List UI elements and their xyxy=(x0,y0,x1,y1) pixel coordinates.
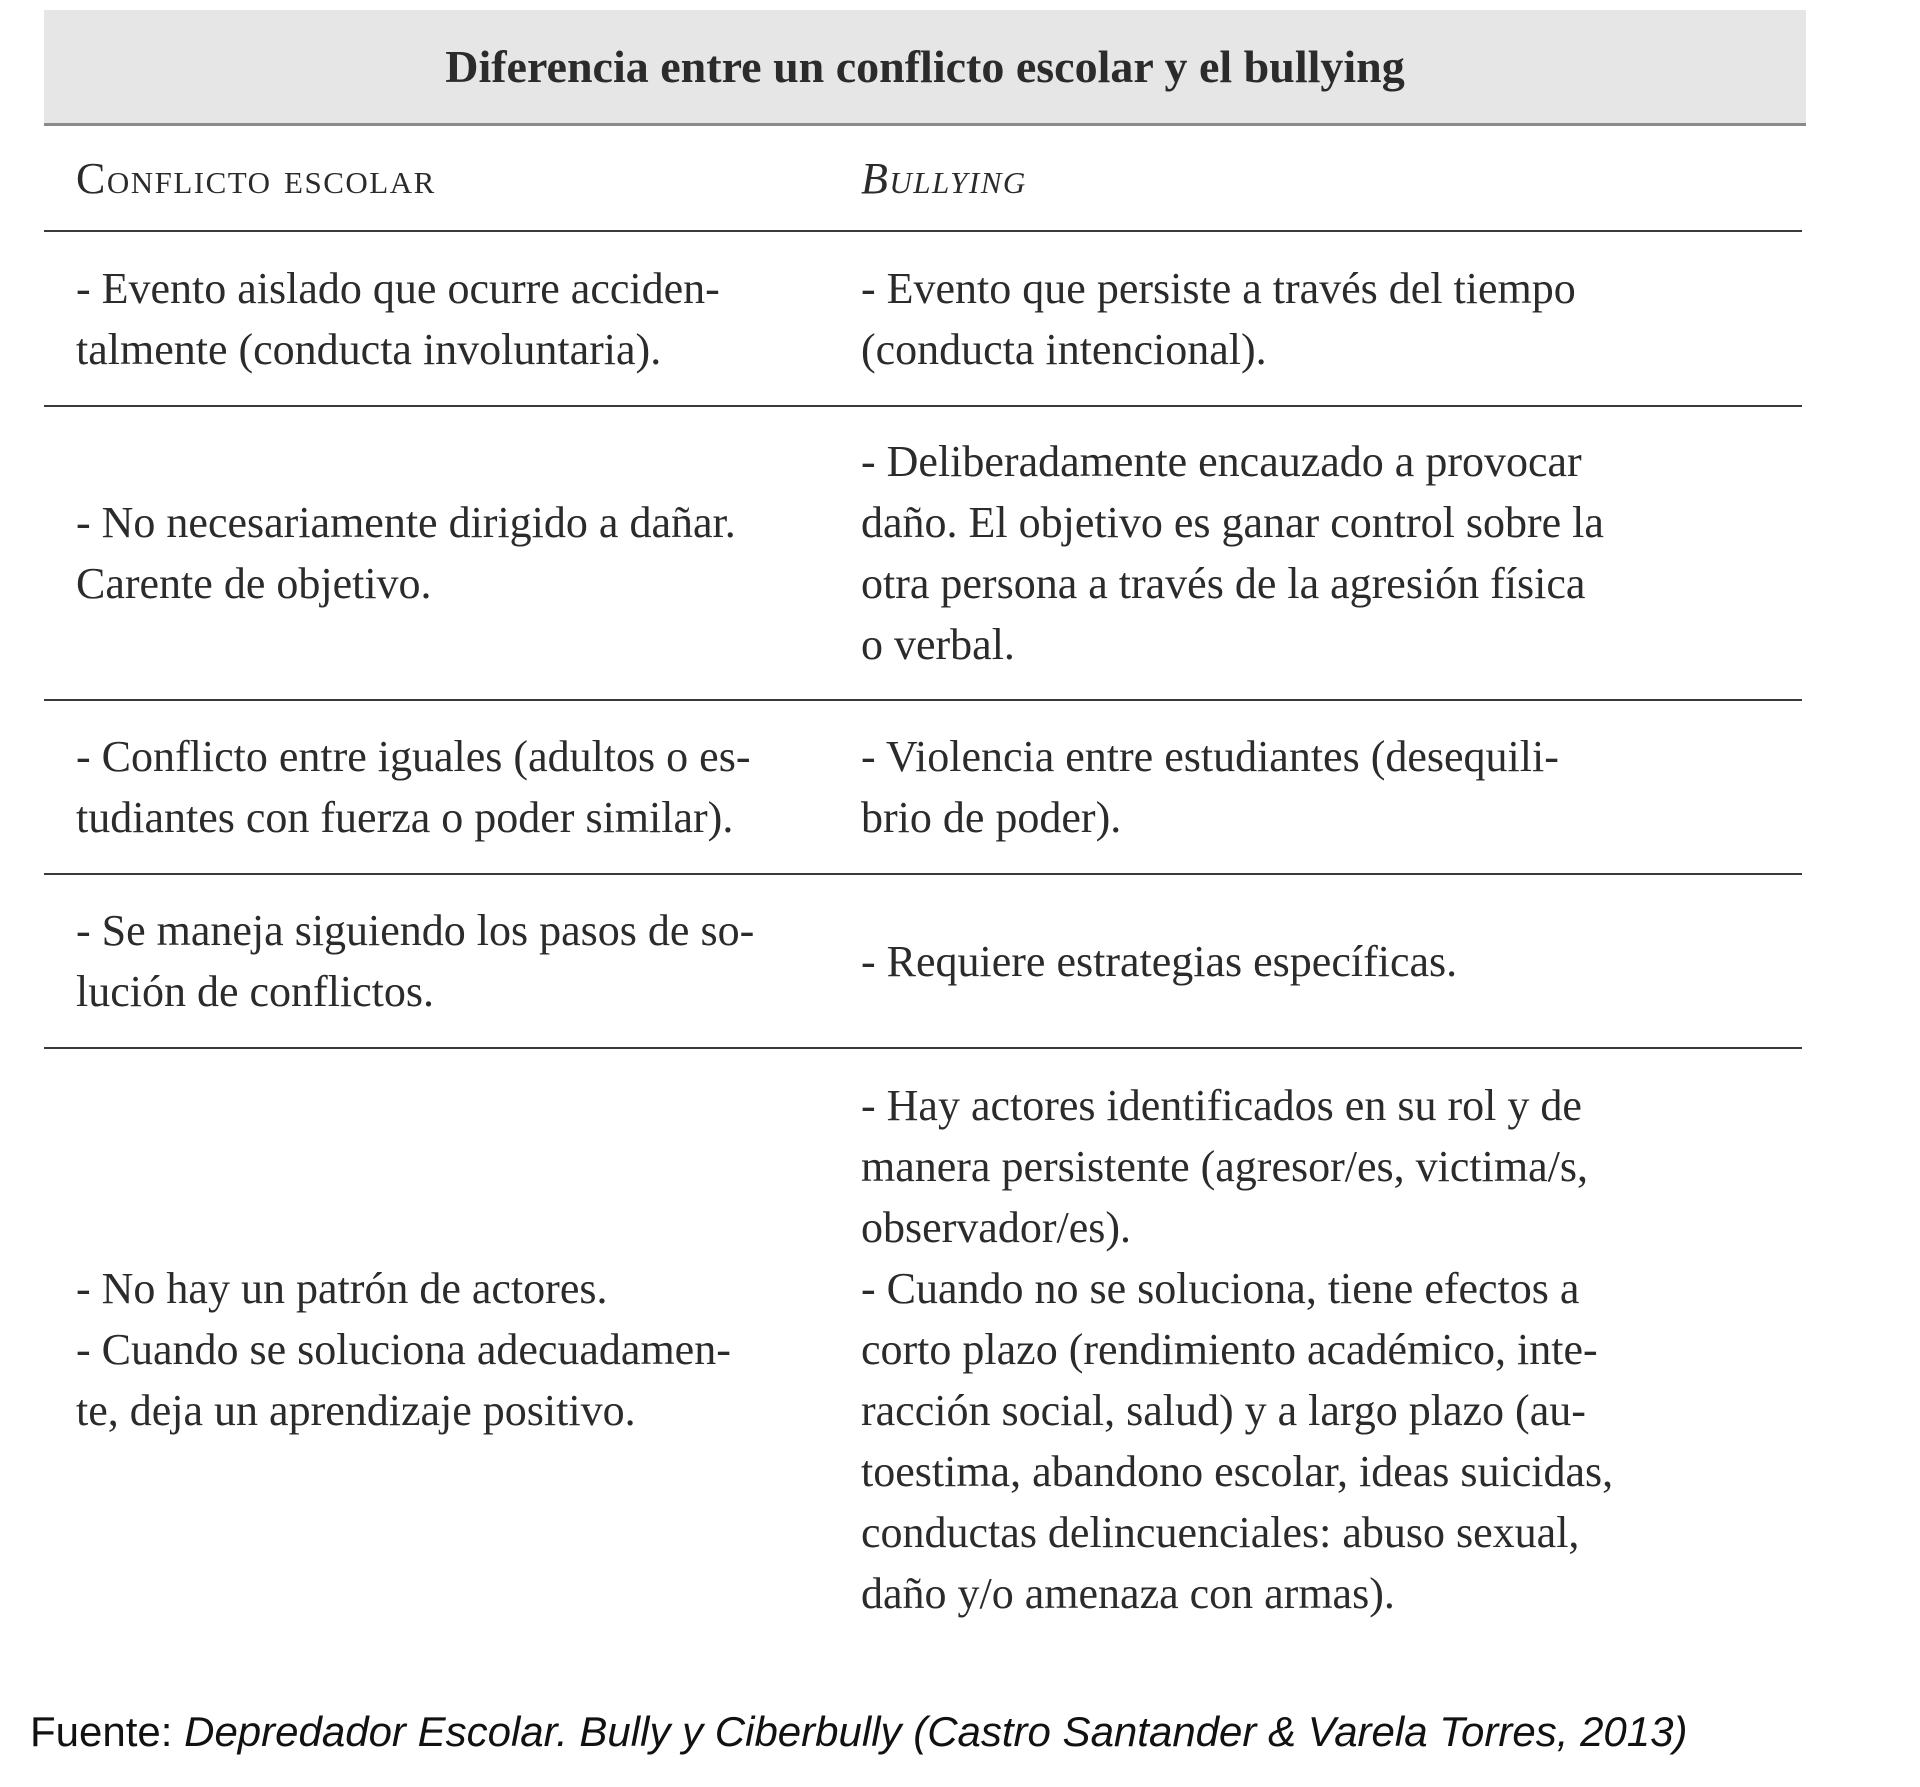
cell-text: - Violencia entre estudiantes (desequili- brio de poder). xyxy=(861,732,1559,842)
source-label: Fuente: xyxy=(30,1708,185,1755)
table-row xyxy=(44,232,1802,407)
table-cell-left xyxy=(44,1049,829,1649)
comparison-table xyxy=(44,126,1802,1649)
header-cell-conflicto xyxy=(44,126,829,230)
table-cell-right xyxy=(829,407,1802,699)
table-cell-right xyxy=(829,1049,1802,1649)
cell-text: - No hay un patrón de actores. - Cuando se soluciona adecuadamen- te, deja un aprendizaje positivo. xyxy=(76,1263,731,1435)
header-cell-bullying xyxy=(829,126,1802,230)
header-bullying: Bullying xyxy=(861,153,1027,203)
table-row xyxy=(44,701,1802,875)
cell-text: - Conflicto entre iguales (adultos o es- tudiantes con fuerza o poder similar). xyxy=(76,732,751,842)
source-caption xyxy=(30,1708,1910,1756)
source-reference: Depredador Escolar. Bully y Ciberbully (Castro Santander & Varela Torres, 2013) xyxy=(184,1708,1688,1755)
header-conflicto-escolar: Conflicto escolar xyxy=(76,153,436,203)
table-row xyxy=(44,875,1802,1049)
table-cell-right xyxy=(829,875,1802,1047)
table-cell-left xyxy=(44,232,829,405)
table-row xyxy=(44,407,1802,701)
table-header-row xyxy=(44,126,1802,232)
table-cell-right xyxy=(829,701,1802,873)
table-row xyxy=(44,1049,1802,1649)
cell-text: - No necesariamente dirigido a dañar. Carente de objetivo. xyxy=(76,498,736,608)
table-title: Diferencia entre un conflicto escolar y el bullying xyxy=(44,10,1806,126)
table-cell-right xyxy=(829,232,1802,405)
cell-text: - Se maneja siguiendo los pasos de so- lución de conflictos. xyxy=(76,906,755,1016)
cell-text: - Deliberadamente encauzado a provocar daño. El objetivo es ganar control sobre la otra persona a través de la agresión física o verbal. xyxy=(861,437,1604,669)
table-cell-left xyxy=(44,875,829,1047)
table-cell-left xyxy=(44,701,829,873)
cell-text: - Hay actores identificados en su rol y de manera persistente (agresor/es, victima/s, observador/es). - Cuando no se soluciona, tiene efectos a corto plazo (rendimiento académico, inte- racción social, salud) y a largo plazo (au- toestima, abandono escolar, ideas suicidas, conductas delincuenciales: abuso sexual, daño y/o amenaza con armas). xyxy=(861,1080,1614,1618)
cell-text: - Evento aislado que ocurre acciden- talmente (conducta involuntaria). xyxy=(76,263,720,374)
table-cell-left xyxy=(44,407,829,699)
cell-text: - Evento que persiste a través del tiempo (conducta intencional). xyxy=(861,263,1576,374)
cell-text: - Requiere estrategias específicas. xyxy=(861,936,1458,986)
